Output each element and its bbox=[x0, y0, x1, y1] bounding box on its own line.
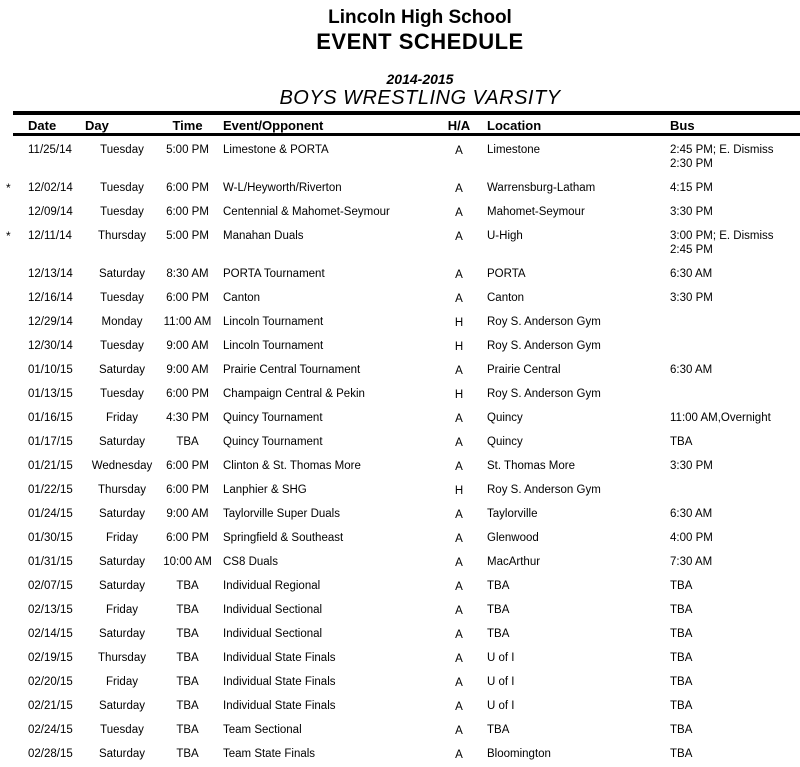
cell-event: Springfield & Southeast bbox=[223, 532, 344, 544]
cell-bus: 3:30 PM bbox=[670, 292, 713, 304]
cell-ha: A bbox=[455, 437, 463, 449]
cell-date: 12/30/14 bbox=[28, 340, 73, 352]
cell-marker: * bbox=[6, 181, 11, 195]
table-row bbox=[0, 334, 800, 358]
cell-date: 12/11/14 bbox=[28, 230, 72, 242]
cell-time: 11:00 AM bbox=[163, 316, 212, 328]
cell-event: Individual State Finals bbox=[223, 700, 336, 712]
cell-bus: 7:30 AM bbox=[670, 556, 713, 568]
table-row bbox=[0, 718, 800, 742]
table-row bbox=[0, 406, 800, 430]
cell-time: 10:00 AM bbox=[163, 556, 212, 568]
cell-date: 12/13/14 bbox=[28, 268, 73, 280]
cell-ha: A bbox=[455, 365, 463, 377]
cell-day: Tuesday bbox=[100, 144, 144, 156]
cell-time: TBA bbox=[176, 580, 199, 592]
table-row bbox=[0, 382, 800, 406]
cell-date: 12/16/14 bbox=[28, 292, 73, 304]
cell-date: 01/13/15 bbox=[28, 388, 73, 400]
cell-ha: A bbox=[455, 749, 463, 761]
cell-ha: A bbox=[455, 701, 463, 713]
table-row bbox=[0, 622, 800, 646]
cell-day: Tuesday bbox=[100, 292, 144, 304]
cell-location: U of I bbox=[487, 676, 515, 688]
cell-location: Roy S. Anderson Gym bbox=[487, 340, 601, 352]
cell-location: Canton bbox=[487, 292, 525, 304]
cell-event: Limestone & PORTA bbox=[223, 144, 329, 156]
col-header-date: Date bbox=[28, 117, 57, 133]
cell-day: Thursday bbox=[98, 652, 146, 664]
cell-bus: TBA bbox=[670, 724, 693, 736]
page-title-text: EVENT SCHEDULE bbox=[316, 29, 524, 54]
table-row bbox=[0, 200, 800, 224]
col-header-bus: Bus bbox=[670, 117, 695, 133]
cell-date: 01/17/15 bbox=[28, 436, 73, 448]
cell-marker bbox=[0, 430, 24, 454]
cell-day: Saturday bbox=[98, 628, 146, 640]
cell-time: 6:00 PM bbox=[166, 292, 209, 304]
cell-ha: H bbox=[454, 317, 464, 329]
cell-day: Saturday bbox=[98, 556, 146, 568]
cell-location: PORTA bbox=[487, 268, 526, 280]
cell-bus: 3:30 PM bbox=[670, 206, 713, 218]
cell-bus: TBA bbox=[670, 580, 693, 592]
cell-event: W-L/Heyworth/Riverton bbox=[223, 182, 342, 194]
cell-ha: A bbox=[455, 557, 463, 569]
school-name bbox=[0, 7, 800, 29]
cell-location: Glenwood bbox=[487, 532, 539, 544]
cell-date: 01/22/15 bbox=[28, 484, 73, 496]
cell-ha: A bbox=[455, 413, 463, 425]
cell-marker bbox=[0, 622, 24, 646]
cell-date: 02/20/15 bbox=[28, 676, 73, 688]
cell-bus: TBA bbox=[670, 676, 693, 688]
cell-day: Friday bbox=[106, 412, 138, 424]
cell-marker bbox=[0, 454, 24, 478]
cell-marker bbox=[0, 382, 24, 406]
cell-time: 6:00 PM bbox=[166, 388, 209, 400]
cell-bus: 6:30 AM bbox=[670, 364, 713, 376]
cell-time: TBA bbox=[176, 652, 199, 664]
cell-bus: 4:00 PM bbox=[670, 532, 713, 544]
page-title bbox=[0, 29, 800, 55]
table-row bbox=[0, 262, 800, 286]
cell-marker bbox=[0, 646, 24, 670]
cell-event: Individual Regional bbox=[223, 580, 321, 592]
cell-ha: A bbox=[455, 605, 463, 617]
team-text: BOYS WRESTLING VARSITY bbox=[279, 87, 561, 109]
cell-event: Individual State Finals bbox=[223, 652, 336, 664]
cell-ha: A bbox=[455, 677, 463, 689]
cell-date: 02/07/15 bbox=[28, 580, 73, 592]
table-row bbox=[0, 224, 800, 262]
table-row bbox=[0, 526, 800, 550]
team-label bbox=[0, 87, 800, 110]
cell-bus: 6:30 AM bbox=[670, 508, 713, 520]
cell-bus: 3:30 PM bbox=[670, 460, 713, 472]
cell-ha: A bbox=[455, 183, 463, 195]
cell-date: 01/10/15 bbox=[28, 364, 73, 376]
col-header-time: Time bbox=[172, 117, 203, 133]
header-row bbox=[0, 112, 800, 138]
cell-marker bbox=[0, 526, 24, 550]
cell-event: Team Sectional bbox=[223, 724, 302, 736]
cell-day: Tuesday bbox=[100, 388, 144, 400]
cell-bus: TBA bbox=[670, 652, 693, 664]
cell-event: Champaign Central & Pekin bbox=[223, 388, 365, 400]
cell-event: Taylorville Super Duals bbox=[223, 508, 340, 520]
cell-location: TBA bbox=[487, 724, 510, 736]
cell-bus: 11:00 AM,Overnight bbox=[670, 412, 771, 424]
cell-date: 02/21/15 bbox=[28, 700, 73, 712]
cell-marker bbox=[0, 478, 24, 502]
cell-location: TBA bbox=[487, 604, 510, 616]
cell-marker bbox=[0, 718, 24, 742]
cell-day: Friday bbox=[106, 532, 138, 544]
cell-marker bbox=[0, 262, 24, 286]
cell-event: Individual State Finals bbox=[223, 676, 336, 688]
cell-date: 01/30/15 bbox=[28, 532, 73, 544]
table-row bbox=[0, 310, 800, 334]
cell-day: Saturday bbox=[98, 508, 146, 520]
cell-marker bbox=[0, 694, 24, 718]
cell-day: Saturday bbox=[98, 268, 146, 280]
cell-marker bbox=[0, 598, 24, 622]
cell-time: 6:00 PM bbox=[166, 460, 209, 472]
cell-day: Saturday bbox=[98, 700, 146, 712]
cell-location: St. Thomas More bbox=[487, 460, 575, 472]
table-row bbox=[0, 138, 800, 176]
table-row bbox=[0, 358, 800, 382]
cell-time: 6:00 PM bbox=[166, 484, 209, 496]
col-header-event: Event/Opponent bbox=[223, 117, 324, 133]
cell-marker bbox=[0, 742, 24, 766]
table-row bbox=[0, 502, 800, 526]
cell-bus: TBA bbox=[670, 748, 693, 760]
cell-time: TBA bbox=[176, 748, 199, 760]
cell-time: 5:00 PM bbox=[166, 230, 209, 242]
cell-marker bbox=[0, 574, 24, 598]
cell-location: Roy S. Anderson Gym bbox=[487, 388, 601, 400]
cell-event: Prairie Central Tournament bbox=[223, 364, 361, 376]
cell-marker bbox=[0, 358, 24, 382]
cell-event: Lanphier & SHG bbox=[223, 484, 307, 496]
cell-marker bbox=[0, 334, 24, 358]
cell-event: Canton bbox=[223, 292, 261, 304]
table-row bbox=[0, 454, 800, 478]
table-row bbox=[0, 430, 800, 454]
cell-marker bbox=[0, 138, 24, 176]
schedule-body bbox=[0, 138, 800, 766]
cell-ha: H bbox=[454, 389, 464, 401]
cell-date: 02/19/15 bbox=[28, 652, 73, 664]
cell-event: Team State Finals bbox=[223, 748, 316, 760]
cell-ha: A bbox=[455, 581, 463, 593]
cell-time: 8:30 AM bbox=[166, 268, 209, 280]
schedule-header bbox=[0, 112, 800, 138]
cell-bus bbox=[668, 382, 800, 406]
table-row bbox=[0, 598, 800, 622]
cell-day: Tuesday bbox=[100, 340, 144, 352]
cell-date: 01/31/15 bbox=[28, 556, 73, 568]
cell-ha: A bbox=[455, 509, 463, 521]
cell-date: 01/21/15 bbox=[28, 460, 73, 472]
table-row bbox=[0, 176, 800, 200]
cell-ha: A bbox=[455, 231, 463, 243]
cell-time: 9:00 AM bbox=[166, 364, 209, 376]
school-name-text: Lincoln High School bbox=[328, 7, 512, 28]
table-row bbox=[0, 574, 800, 598]
cell-date: 01/24/15 bbox=[28, 508, 73, 520]
cell-bus: 2:45 PM; E. Dismiss 2:30 PM bbox=[670, 144, 774, 170]
cell-date: 02/14/15 bbox=[28, 628, 73, 640]
col-header-location: Location bbox=[487, 117, 542, 133]
cell-bus: 6:30 AM bbox=[670, 268, 713, 280]
cell-event: Centennial & Mahomet-Seymour bbox=[223, 206, 390, 218]
cell-marker bbox=[0, 550, 24, 574]
cell-marker bbox=[0, 502, 24, 526]
season-text: 2014-2015 bbox=[386, 71, 454, 87]
cell-location: Quincy bbox=[487, 412, 523, 424]
schedule-table bbox=[0, 112, 800, 766]
cell-event: Individual Sectional bbox=[223, 628, 323, 640]
cell-location: Bloomington bbox=[487, 748, 551, 760]
table-row bbox=[0, 670, 800, 694]
table-row bbox=[0, 286, 800, 310]
cell-location: TBA bbox=[487, 628, 510, 640]
cell-event: Quincy Tournament bbox=[223, 412, 323, 424]
col-header-marker bbox=[0, 112, 24, 138]
cell-date: 02/24/15 bbox=[28, 724, 73, 736]
cell-location: U of I bbox=[487, 652, 515, 664]
cell-time: 9:00 AM bbox=[166, 508, 209, 520]
cell-time: TBA bbox=[176, 436, 199, 448]
col-header-ha: H/A bbox=[447, 117, 471, 133]
cell-day: Tuesday bbox=[100, 724, 144, 736]
cell-ha: A bbox=[455, 629, 463, 641]
cell-location: U of I bbox=[487, 700, 515, 712]
cell-marker bbox=[0, 670, 24, 694]
cell-time: TBA bbox=[176, 724, 199, 736]
cell-location: Roy S. Anderson Gym bbox=[487, 316, 601, 328]
cell-day: Wednesday bbox=[91, 460, 153, 472]
cell-date: 02/13/15 bbox=[28, 604, 73, 616]
cell-bus bbox=[668, 310, 800, 334]
cell-ha: A bbox=[455, 293, 463, 305]
cell-location: Taylorville bbox=[487, 508, 538, 520]
cell-ha: A bbox=[455, 207, 463, 219]
cell-location: Mahomet-Seymour bbox=[487, 206, 585, 218]
cell-location: TBA bbox=[487, 580, 510, 592]
cell-date: 12/09/14 bbox=[28, 206, 73, 218]
cell-ha: A bbox=[455, 145, 463, 157]
cell-marker bbox=[0, 406, 24, 430]
cell-location: Limestone bbox=[487, 144, 541, 156]
table-row bbox=[0, 694, 800, 718]
table-row bbox=[0, 646, 800, 670]
cell-location: MacArthur bbox=[487, 556, 541, 568]
cell-event: Clinton & St. Thomas More bbox=[223, 460, 361, 472]
cell-day: Saturday bbox=[98, 364, 146, 376]
cell-day: Saturday bbox=[98, 580, 146, 592]
cell-event: Lincoln Tournament bbox=[223, 316, 324, 328]
cell-time: TBA bbox=[176, 676, 199, 688]
cell-day: Monday bbox=[101, 316, 143, 328]
cell-bus: 3:00 PM; E. Dismiss 2:45 PM bbox=[670, 230, 774, 256]
cell-marker: * bbox=[6, 229, 11, 243]
cell-time: TBA bbox=[176, 604, 199, 616]
cell-ha: A bbox=[455, 533, 463, 545]
cell-location: Prairie Central bbox=[487, 364, 561, 376]
cell-marker bbox=[0, 200, 24, 224]
cell-ha: H bbox=[454, 485, 464, 497]
cell-ha: H bbox=[454, 341, 464, 353]
cell-marker bbox=[0, 286, 24, 310]
cell-date: 11/25/14 bbox=[28, 144, 72, 156]
cell-day: Saturday bbox=[98, 436, 146, 448]
cell-time: TBA bbox=[176, 700, 199, 712]
cell-location: Roy S. Anderson Gym bbox=[487, 484, 601, 496]
cell-event: Manahan Duals bbox=[223, 230, 304, 242]
cell-event: Lincoln Tournament bbox=[223, 340, 324, 352]
cell-day: Tuesday bbox=[100, 206, 144, 218]
cell-time: 6:00 PM bbox=[166, 182, 209, 194]
cell-ha: A bbox=[455, 269, 463, 281]
cell-day: Tuesday bbox=[100, 182, 144, 194]
cell-time: 6:00 PM bbox=[166, 206, 209, 218]
table-row bbox=[0, 478, 800, 502]
cell-date: 01/16/15 bbox=[28, 412, 73, 424]
season-label bbox=[0, 71, 800, 87]
cell-date: 12/02/14 bbox=[28, 182, 73, 194]
cell-day: Thursday bbox=[98, 230, 146, 242]
cell-event: Quincy Tournament bbox=[223, 436, 323, 448]
cell-date: 02/28/15 bbox=[28, 748, 73, 760]
cell-day: Saturday bbox=[98, 748, 146, 760]
cell-ha: A bbox=[455, 461, 463, 473]
cell-marker bbox=[0, 310, 24, 334]
cell-bus: 4:15 PM bbox=[670, 182, 713, 194]
cell-bus: TBA bbox=[670, 436, 693, 448]
cell-day: Thursday bbox=[98, 484, 146, 496]
cell-bus: TBA bbox=[670, 604, 693, 616]
cell-time: 6:00 PM bbox=[166, 532, 209, 544]
cell-ha: A bbox=[455, 725, 463, 737]
cell-bus bbox=[668, 478, 800, 502]
cell-time: 5:00 PM bbox=[166, 144, 209, 156]
cell-location: U-High bbox=[487, 230, 523, 242]
cell-bus bbox=[668, 334, 800, 358]
cell-time: 4:30 PM bbox=[166, 412, 209, 424]
cell-bus: TBA bbox=[670, 700, 693, 712]
cell-event: PORTA Tournament bbox=[223, 268, 325, 280]
cell-day: Friday bbox=[106, 604, 138, 616]
table-row bbox=[0, 550, 800, 574]
cell-time: TBA bbox=[176, 628, 199, 640]
cell-time: 9:00 AM bbox=[166, 340, 209, 352]
cell-event: CS8 Duals bbox=[223, 556, 278, 568]
table-row bbox=[0, 742, 800, 766]
cell-bus: TBA bbox=[670, 628, 693, 640]
cell-ha: A bbox=[455, 653, 463, 665]
cell-event: Individual Sectional bbox=[223, 604, 323, 616]
cell-date: 12/29/14 bbox=[28, 316, 73, 328]
cell-location: Warrensburg-Latham bbox=[487, 182, 596, 194]
cell-location: Quincy bbox=[487, 436, 523, 448]
cell-day: Friday bbox=[106, 676, 138, 688]
col-header-day: Day bbox=[85, 117, 109, 133]
